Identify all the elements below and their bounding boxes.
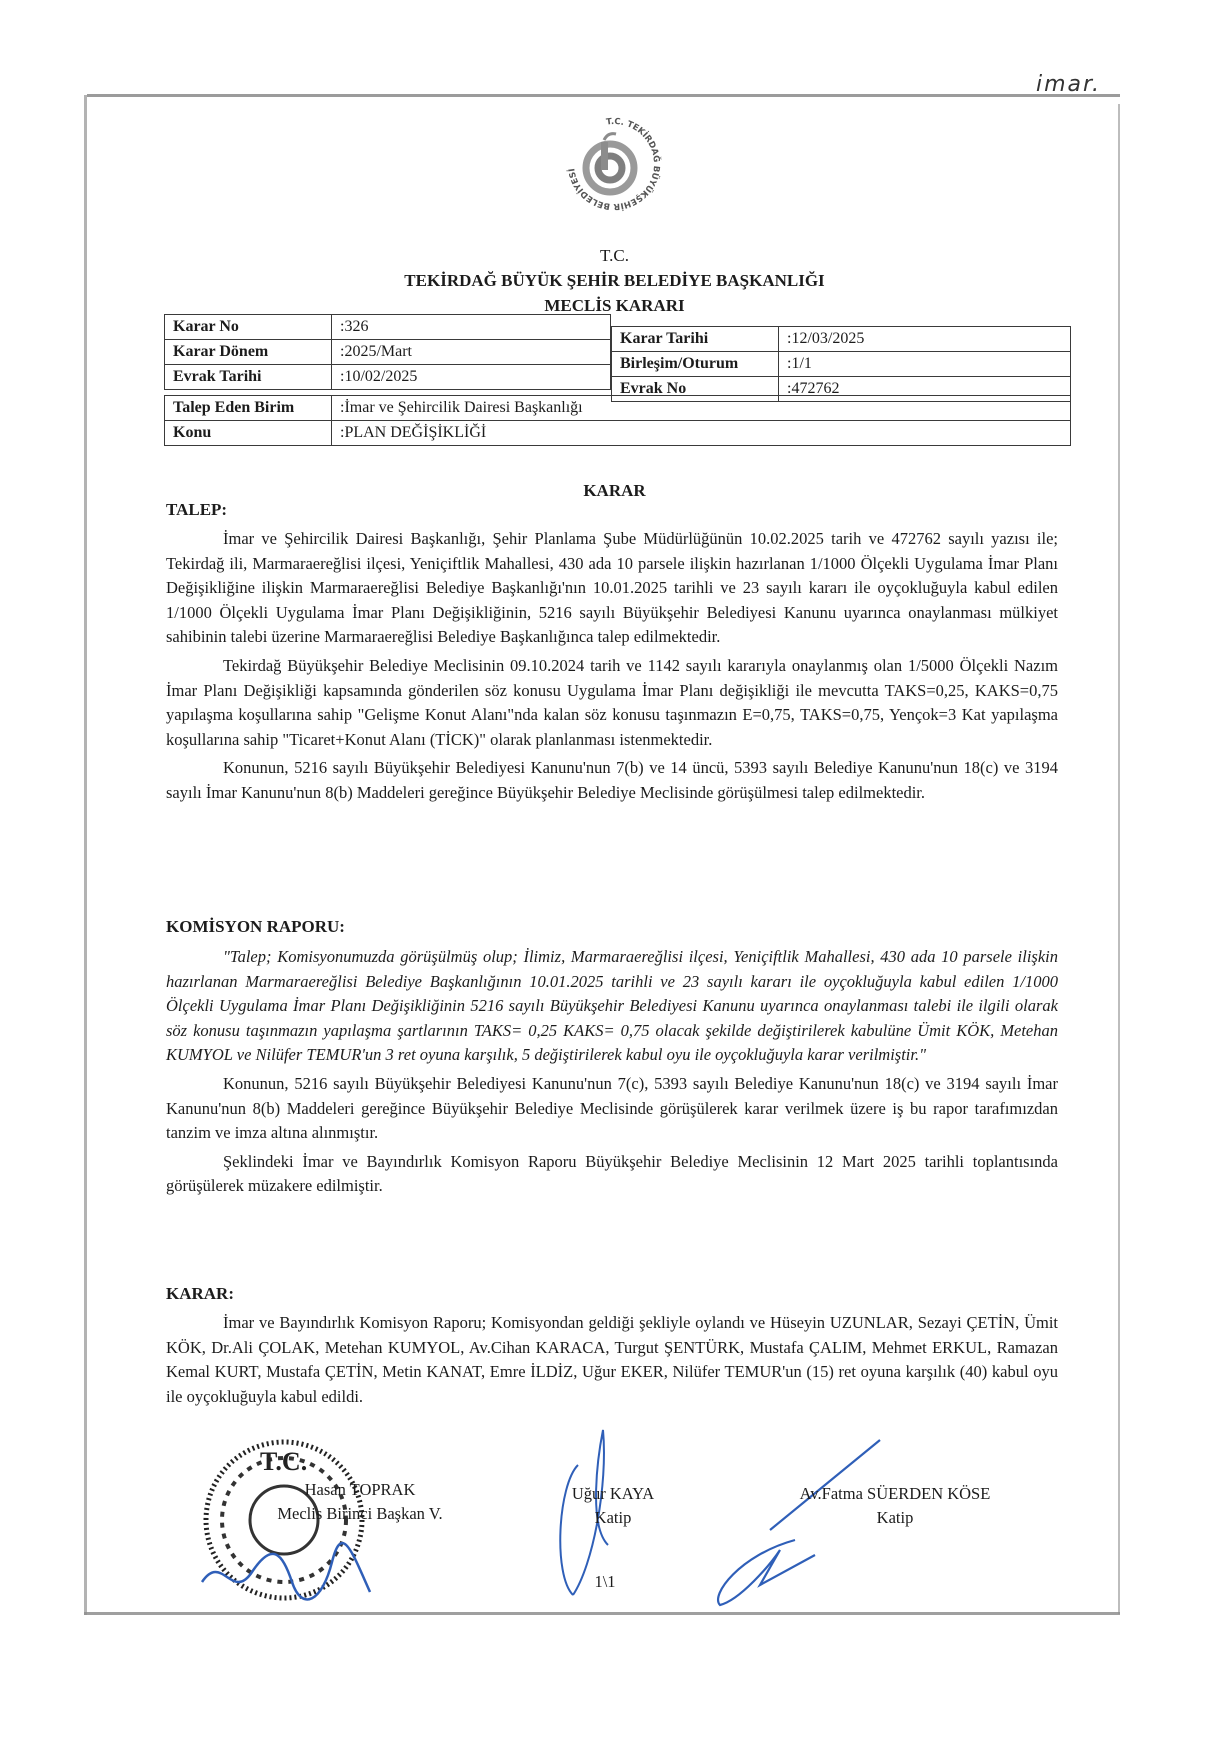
meta-table-left xyxy=(164,314,611,390)
talep-paragraph: Tekirdağ Büyükşehir Belediye Meclisinin 09.10.2024 tarih ve 1142 sayılı kararıyla onaylanmış olan 1/5000 Ölçekli Nazım İmar Planı Değişikliği kapsamında gönderilen söz konusu Uygulama İmar Planı değişikliği ile mevcutta TAKS=0,25, KAKS=0,75 yapılaşma koşullarına sahip "Gelişme Konut Alanı"nda kalan söz konusu taşınmazın E=0,75, TAKS=0,75, Yençok=3 Kat yapılaşma koşullarına sahip "Ticaret+Konut Alanı (TİCK)" olarak planlanması istenmektedir. xyxy=(166,655,1058,749)
signatory-title: Katip xyxy=(876,1508,914,1527)
komisyon-heading: KOMİSYON RAPORU: xyxy=(166,917,345,936)
page-number: 1\1 xyxy=(594,1572,616,1591)
komisyon-quote: "Talep; Komisyonumuzda görüşülmüş olup; İlimiz, Marmaraereğlisi ilçesi, Yeniçiftlik Mahallesi, 430 ada 10 parsele ilişkin hazırlanan Marmaraereğlisi Belediye Başkanlığının 10.01.2025 tarihli ve 23 sayılı kararı ile oyçokluğuyla kabul edilen 1/1000 Ölçekli Uygulama İmar Planı Değişikliğinin 5216 sayılı Büyükşehir Belediyesi Kanunu uyarınca onaylanması talebi ile ilgili olarak söz konusu taşınmazın yapılaşma şartlarının TAKS= 0,25 KAKS= 0,75 olacak şekilde değiştirilerek kabulüne Ümit KÖK, Metehan KUMYOL ve Nilüfer TEMUR'un 3 ret oyuna karşılık, 5 değiştirilerek kabul oyu ile oyçokluğuyla karar verilmiştir." xyxy=(166,947,1058,1065)
svg-text:T.C. TEKİRDAĞ BÜYÜKŞEHİR BELED: T.C. TEKİRDAĞ BÜYÜKŞEHİR BELEDİYESİ xyxy=(567,116,662,212)
signatory-title: Katip xyxy=(594,1508,632,1527)
meta-table-right xyxy=(611,326,1071,402)
frame-bottom-line xyxy=(84,1612,1120,1615)
talep-paragraph: Konunun, 5216 sayılı Büyükşehir Belediyesi Kanunu'nun 7(b) ve 14 üncü, 5393 sayılı Belediye Kanunu'nun 18(c) ve 3194 sayılı İmar Kanunu'nun 8(b) Maddeleri gereğince Büyükşehir Belediye Meclisinde görüşülmesi talep edilmektedir. xyxy=(166,758,1058,802)
meta-row xyxy=(165,340,611,365)
meta-label: Evrak Tarihi xyxy=(165,365,332,390)
talep-paragraph: İmar ve Şehircilik Dairesi Başkanlığı, Şehir Planlama Şube Müdürlüğünün 10.02.2025 tarih ve 472762 sayılı yazısı ile; Tekirdağ ili, Marmaraereğlisi ilçesi, Yeniçiftlik Mahallesi, 430 ada 10 parsele ilişkin hazırlanan 1/1000 Ölçekli Uygulama İmar Planı Değişikliğine ilişkin Marmaraereğlisi Belediye Başkanlığı'nın 10.01.2025 tarihli ve 23 sayılı kararı ile oyçokluğuyla kabul edilen 1/1000 Ölçekli Uygulama İmar Planı Değişikliğinin, 5216 sayılı Büyükşehir Belediyesi Kanunu uyarınca onaylanması mülkiyet sahibinin talebi üzerine Marmaraereğlisi Belediye Başkanlığınca talep edilmektedir. xyxy=(166,529,1058,647)
meta-value: :PLAN DEĞİŞİKLİĞİ xyxy=(332,421,1071,446)
meta-label: Karar No xyxy=(165,315,332,340)
meta-row xyxy=(612,327,1071,352)
karar-heading: KARAR: xyxy=(166,1284,234,1303)
meta-value: :472762 xyxy=(779,377,1071,402)
decision-title: KARAR xyxy=(583,481,646,500)
talep-heading: TALEP: xyxy=(166,500,228,519)
meta-value: :12/03/2025 xyxy=(779,327,1071,352)
frame-left-line xyxy=(84,95,87,1615)
header-document-type: MECLİS KARARI xyxy=(544,296,685,315)
komisyon-section xyxy=(166,945,1058,1203)
signatory-name: Av.Fatma SÜERDEN KÖSE xyxy=(799,1484,991,1503)
header-tc: T.C. xyxy=(600,246,629,265)
meta-label: Birleşim/Oturum xyxy=(612,352,779,377)
talep-section xyxy=(166,527,1058,810)
signature-block-kose xyxy=(760,1482,1030,1530)
signatory-name: Uğur KAYA xyxy=(571,1484,655,1503)
komisyon-paragraph: Konunun, 5216 sayılı Büyükşehir Belediyesi Kanunu'nun 7(c), 5393 sayılı Belediye Kanunu'nun 18(c) ve 3194 sayılı İmar Kanunu'nun 8(b) Maddeleri gereğince Büyükşehir Belediye Meclisinde görüşülerek karar verilmek üzere iş bu rapor tarafımızdan tanzim ve imza altına alınmıştır. xyxy=(166,1073,1058,1143)
komisyon-paragraph: Şeklindeki İmar ve Bayındırlık Komisyon Raporu Büyükşehir Belediye Meclisinin 12 Mart 2025 tarihli toplantısında görüşülerek müzakere edilmiştir. xyxy=(166,1151,1058,1196)
meta-value: :İmar ve Şehircilik Dairesi Başkanlığı xyxy=(332,396,1071,421)
meta-row xyxy=(165,365,611,390)
header-organization: TEKİRDAĞ BÜYÜK ŞEHİR BELEDİYE BAŞKANLIĞI xyxy=(404,271,825,290)
meta-value: :10/02/2025 xyxy=(332,365,611,390)
karar-section xyxy=(166,1311,1058,1413)
meta-value: :326 xyxy=(332,315,611,340)
meta-value: :1/1 xyxy=(779,352,1071,377)
handwritten-note: imar. xyxy=(1036,72,1102,97)
meta-row xyxy=(612,352,1071,377)
signature-block-chair xyxy=(240,1478,480,1526)
signature-block-kaya xyxy=(548,1482,678,1530)
meta-row xyxy=(165,315,611,340)
meta-label: Talep Eden Birim xyxy=(165,396,332,421)
meta-row xyxy=(165,421,1071,446)
meta-value: :2025/Mart xyxy=(332,340,611,365)
signatory-title: Meclis Birinci Başkan V. xyxy=(277,1504,443,1523)
frame-top-line xyxy=(87,94,1120,97)
meta-label: Evrak No xyxy=(612,377,779,402)
meta-row xyxy=(165,396,1071,421)
meta-label: Konu xyxy=(165,421,332,446)
stamp-text: T.C. xyxy=(260,1447,308,1476)
tekirdag-municipality-logo-icon xyxy=(566,116,662,212)
meta-table-full xyxy=(164,395,1071,446)
meta-label: Karar Tarihi xyxy=(612,327,779,352)
karar-paragraph: İmar ve Bayındırlık Komisyon Raporu; Komisyondan geldiği şekliyle oylandı ve Hüseyin UZUNLAR, Sezayi ÇETİN, Ümit KÖK, Dr.Ali ÇOLAK, Metehan KUMYOL, Av.Cihan KARACA, Turgut ŞENTÜRK, Mustafa ÇALIM, Mehmet ERKUL, Ramazan Kemal KURT, Mustafa ÇETİN, Metin KANAT, Emre İLDİZ, Uğur EKER, Nilüfer TEMUR'un (15) ret oyuna karşılık (40) kabul oyu ile oyçokluğuyla kabul edildi. xyxy=(166,1313,1058,1406)
frame-right-line xyxy=(1118,104,1120,1614)
meta-label: Karar Dönem xyxy=(165,340,332,365)
signatory-name: Hasan TOPRAK xyxy=(304,1480,416,1499)
